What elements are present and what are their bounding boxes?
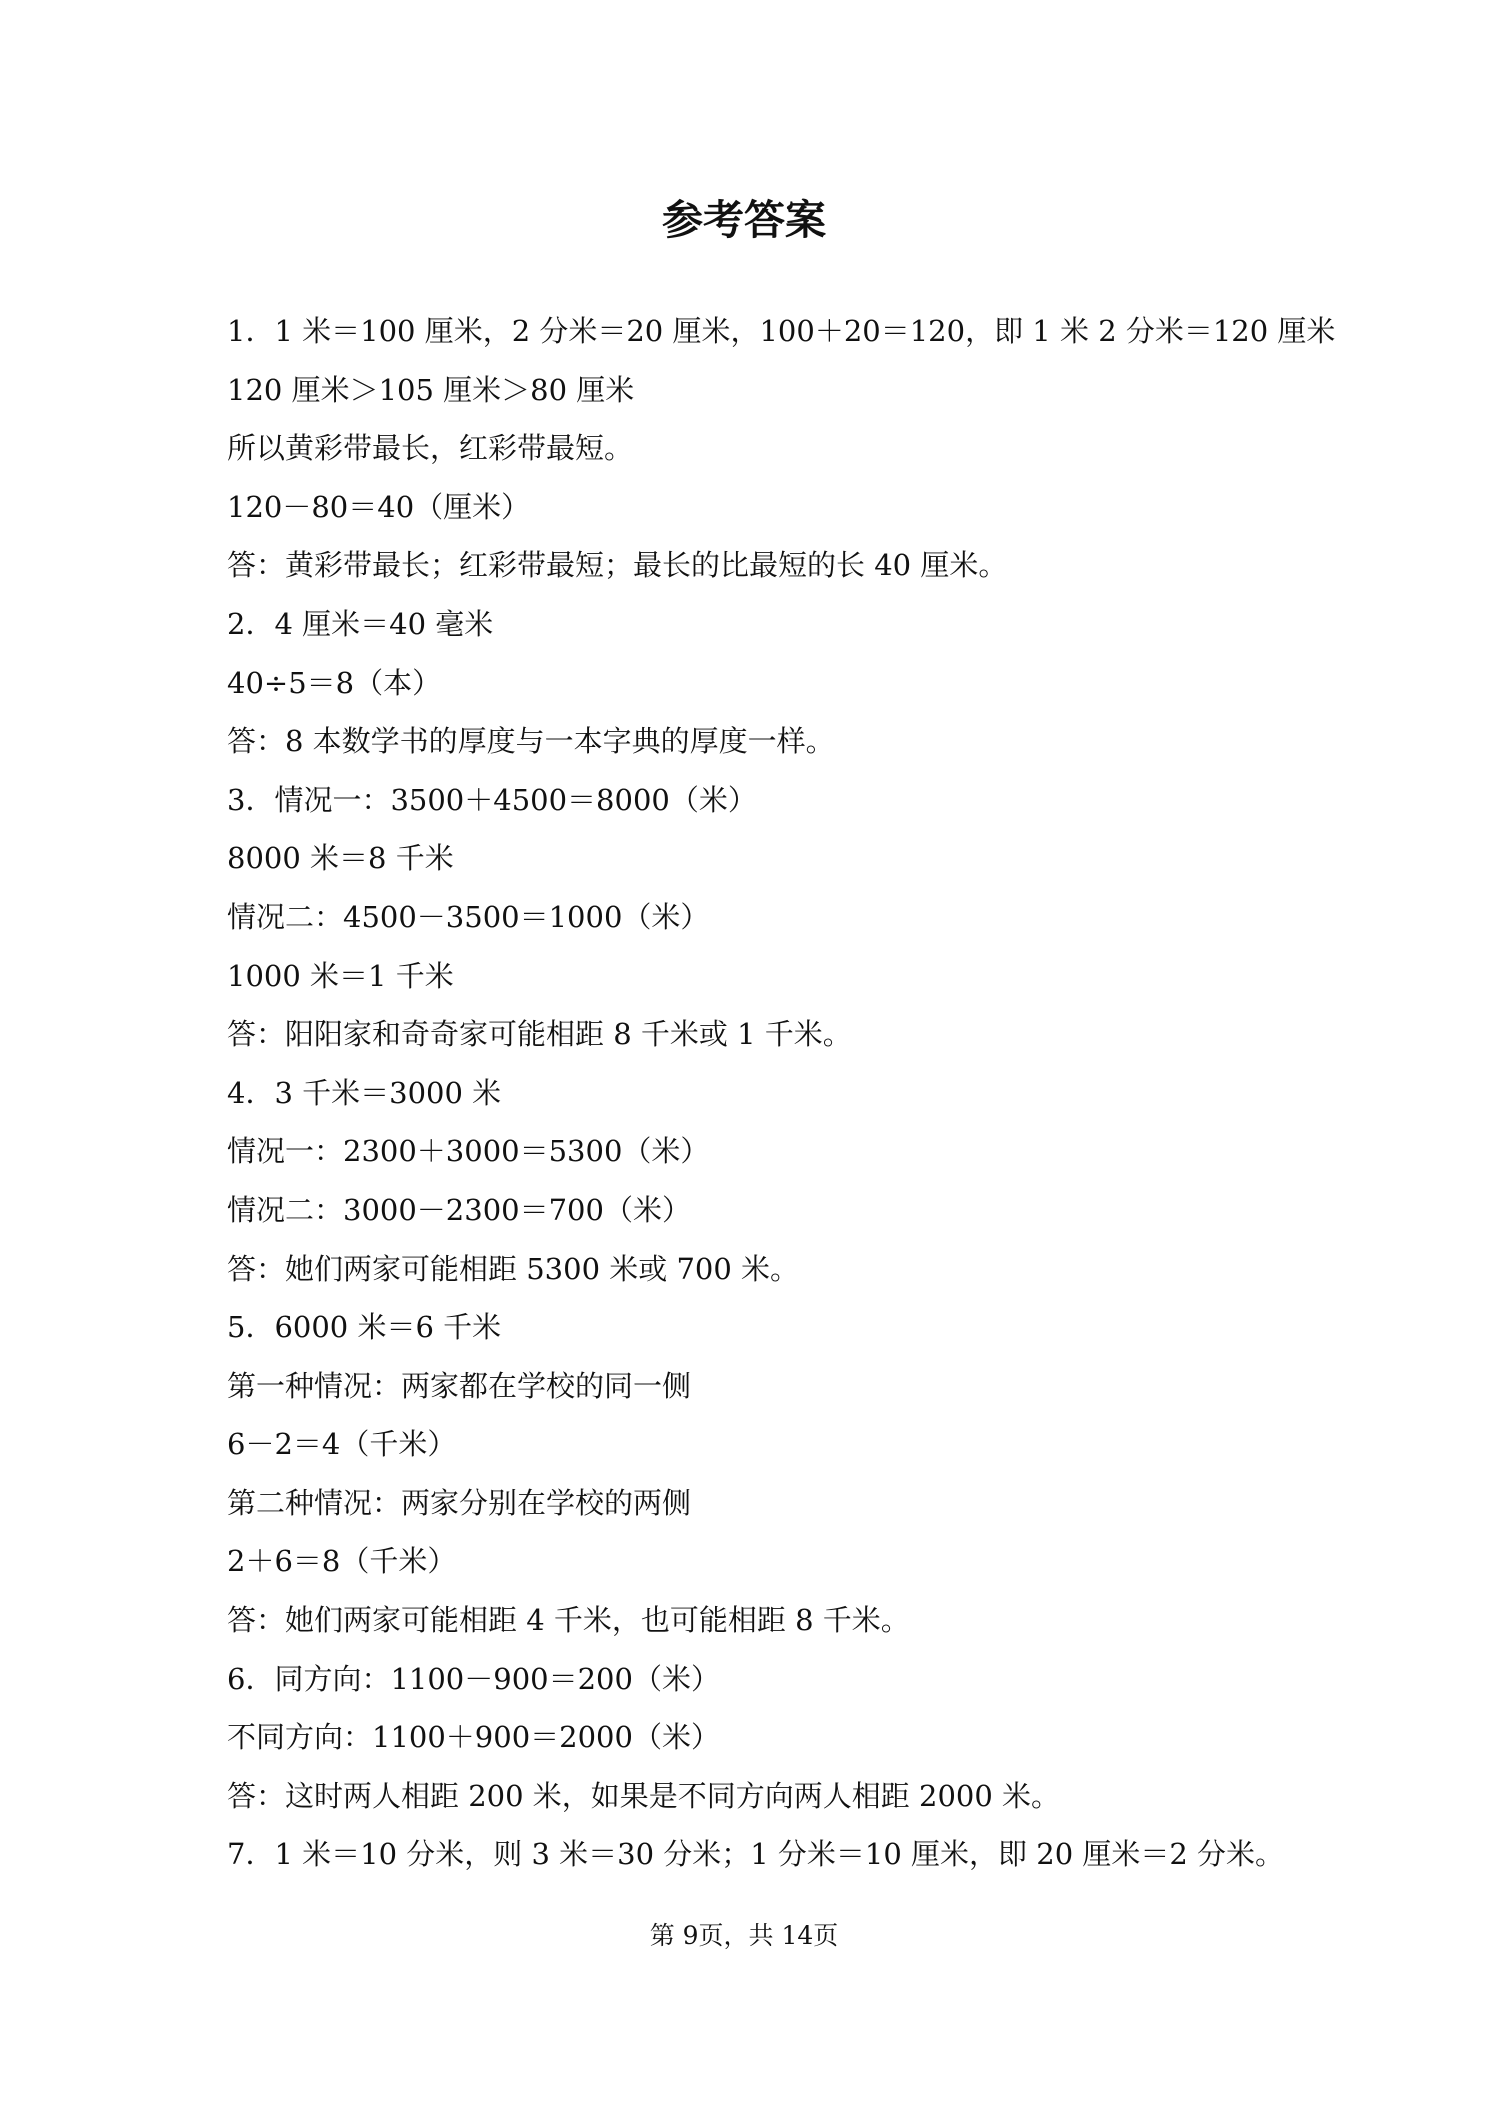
answer-line: 1000 米＝1 千米 <box>227 958 454 993</box>
answer-line: 情况一：2300＋3000＝5300（米） <box>227 1134 710 1169</box>
answer-line: 2＋6＝8（千米） <box>227 1544 457 1579</box>
answer-line: 6．同方向：1100－900＝200（米） <box>227 1661 720 1696</box>
answer-line: 答：她们两家可能相距 5300 米或 700 米。 <box>227 1251 800 1286</box>
answer-line: 第一种情况：两家都在学校的同一侧 <box>227 1368 692 1403</box>
answer-line: 答：黄彩带最长；红彩带最短；最长的比最短的长 40 厘米。 <box>227 548 1008 583</box>
page-title: 参考答案 <box>662 196 826 244</box>
answer-line: 8000 米＝8 千米 <box>227 841 454 876</box>
answer-line: 120－80＝40（厘米） <box>227 489 531 524</box>
answer-lines <box>227 302 1357 1884</box>
answer-line: 答：这时两人相距 200 米，如果是不同方向两人相距 2000 米。 <box>227 1778 1061 1813</box>
answer-line: 2．4 厘米＝40 毫米 <box>227 606 494 641</box>
answer-line: 5．6000 米＝6 千米 <box>227 1310 502 1345</box>
answer-line: 不同方向：1100＋900＝2000（米） <box>227 1720 720 1755</box>
answer-line: 6－2＝4（千米） <box>227 1427 457 1462</box>
answer-line: 所以黄彩带最长，红彩带最短。 <box>227 431 634 466</box>
answer-line: 第二种情况：两家分别在学校的两侧 <box>227 1485 692 1520</box>
answer-line: 情况二：4500－3500＝1000（米） <box>227 899 710 934</box>
answer-line: 4．3 千米＝3000 米 <box>227 1075 502 1110</box>
answer-line: 答：她们两家可能相距 4 千米，也可能相距 8 千米。 <box>227 1603 910 1638</box>
answer-line: 情况二：3000－2300＝700（米） <box>227 1192 691 1227</box>
answer-line: 答：阳阳家和奇奇家可能相距 8 千米或 1 千米。 <box>227 1017 852 1052</box>
answer-line: 3．情况一：3500＋4500＝8000（米） <box>227 782 757 817</box>
answer-line: 7．1 米＝10 分米，则 3 米＝30 分米；1 分米＝10 厘米，即 20 厘米＝2 分米。 <box>227 1837 1285 1872</box>
answer-line: 答：8 本数学书的厚度与一本字典的厚度一样。 <box>227 724 835 759</box>
answer-line: 120 厘米＞105 厘米＞80 厘米 <box>227 372 635 407</box>
answer-line: 1．1 米＝100 厘米，2 分米＝20 厘米，100＋20＝120，即 1 米 2 分米＝120 厘米 <box>227 314 1336 348</box>
page-number-footer: 第 9页，共 14页 <box>649 1921 839 1950</box>
answer-line: 40÷5＝8（本） <box>227 665 442 700</box>
